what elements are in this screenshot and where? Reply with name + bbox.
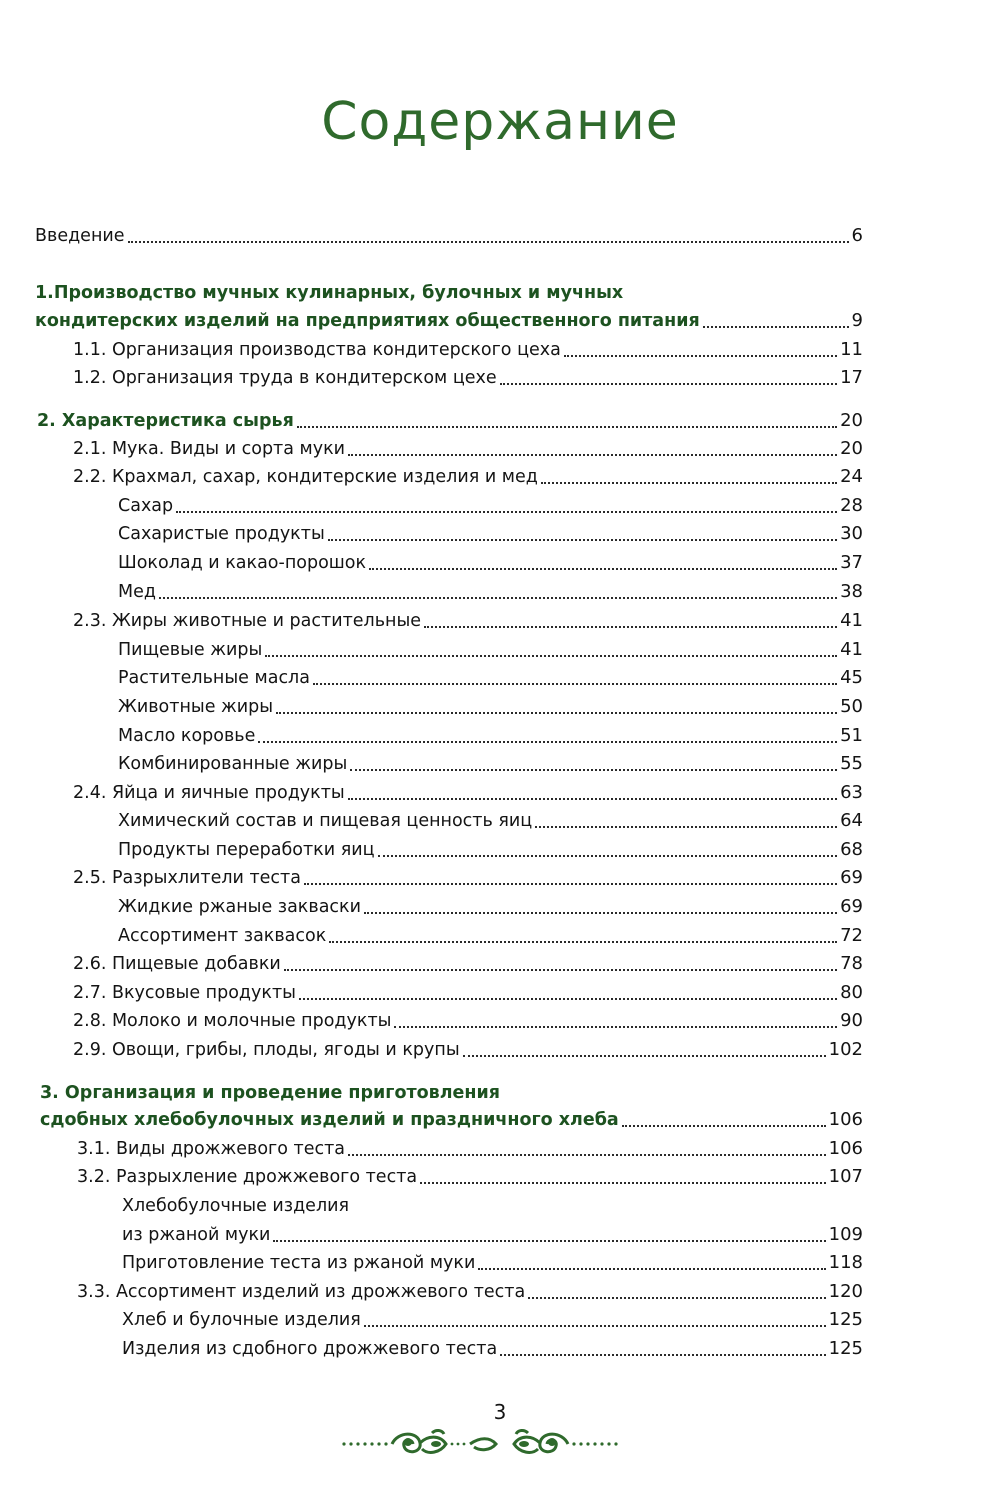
toc-entry-page: 24	[840, 466, 863, 487]
toc-entry-page: 55	[840, 753, 863, 774]
toc-entry-page: 37	[840, 552, 863, 573]
toc-entry-2-4[interactable]	[73, 781, 863, 805]
toc-entry-sugar-products[interactable]	[118, 522, 863, 546]
toc-entry-page: 20	[840, 410, 863, 431]
floral-ornament-icon	[340, 1427, 660, 1467]
toc-entry-3-3[interactable]	[77, 1280, 863, 1304]
dot-leader	[299, 998, 837, 1000]
toc-entry-page: 51	[840, 725, 863, 746]
toc-entry-page: 106	[828, 1109, 863, 1130]
section-heading-label: 2. Характеристика сырья	[37, 411, 294, 431]
toc-entry-label: Введение	[35, 226, 125, 246]
toc-entry-2-2[interactable]	[73, 465, 863, 489]
dot-leader	[500, 383, 837, 385]
toc-entry-bakery-rye[interactable]	[122, 1223, 863, 1247]
toc-entry-honey[interactable]	[118, 580, 863, 604]
dot-leader	[350, 769, 837, 771]
toc-entry-page: 45	[840, 667, 863, 688]
toc-entry-2-8[interactable]	[73, 1009, 863, 1033]
dot-leader	[273, 1240, 825, 1242]
toc-entry-label: Химический состав и пищевая ценность яиц	[118, 811, 533, 831]
toc-entry-label: 2.5. Разрыхлители теста	[73, 868, 301, 888]
toc-entry-label: 3.1. Виды дрожжевого теста	[77, 1139, 346, 1159]
dot-leader	[348, 454, 837, 456]
dot-leader	[622, 1125, 826, 1127]
dot-leader	[424, 626, 837, 628]
toc-entry-label: 2.3. Жиры животные и растительные	[73, 611, 422, 631]
dot-leader	[420, 1182, 826, 1184]
toc-entry-2-7[interactable]	[73, 981, 863, 1005]
dot-leader	[364, 1325, 826, 1327]
toc-entry-label: 2.7. Вкусовые продукты	[73, 983, 296, 1003]
dot-leader	[265, 655, 837, 657]
toc-entry-3-1[interactable]	[77, 1137, 863, 1161]
toc-entry-label: Хлеб и булочные изделия	[122, 1310, 361, 1330]
toc-entry-egg-products[interactable]	[118, 838, 863, 862]
toc-entry-page: 63	[840, 782, 863, 803]
toc-entry-label: 3.2. Разрыхление дрожжевого теста	[77, 1167, 418, 1187]
toc-entry-label: 3.3. Ассортимент изделий из дрожжевого теста	[77, 1282, 526, 1302]
dot-leader	[564, 355, 837, 357]
toc-entry-1-2[interactable]	[73, 366, 863, 390]
dot-leader	[176, 511, 837, 513]
toc-entry-label: 2.9. Овощи, грибы, плоды, ягоды и крупы	[73, 1040, 460, 1060]
toc-entry-page: 41	[840, 639, 863, 660]
toc-entry-label: Пищевые жиры	[118, 640, 263, 660]
toc-entry-2-3[interactable]	[73, 609, 863, 633]
dot-leader	[478, 1268, 825, 1270]
toc-entry-2-6[interactable]	[73, 952, 863, 976]
dot-leader	[276, 712, 837, 714]
toc-entry-label: Продукты переработки яиц	[118, 840, 375, 860]
toc-entry-2-9[interactable]	[73, 1038, 863, 1062]
toc-entry-page: 109	[828, 1224, 863, 1245]
dot-leader	[535, 826, 837, 828]
toc-entry-label: Жидкие ржаные закваски	[118, 897, 361, 917]
toc-entry-bread[interactable]	[122, 1308, 863, 1332]
toc-entry-label: Сахаристые продукты	[118, 524, 325, 544]
dot-leader	[394, 1026, 837, 1028]
toc-entry-page: 120	[828, 1281, 863, 1302]
dot-leader	[159, 597, 837, 599]
section-2-heading[interactable]	[37, 409, 863, 433]
toc-entry-page: 50	[840, 696, 863, 717]
toc-entry-bakery-line1[interactable]	[122, 1194, 349, 1218]
toc-entry-butter[interactable]	[118, 724, 863, 748]
toc-entry-page: 6	[851, 225, 863, 246]
toc-entry-vegetable-oils[interactable]	[118, 666, 863, 690]
dot-leader	[528, 1297, 825, 1299]
toc-entry-starter-assortment[interactable]	[118, 924, 863, 948]
dot-leader	[128, 241, 849, 243]
toc-entry-page: 68	[840, 839, 863, 860]
toc-entry-label: 1.2. Организация труда в кондитерском цехе	[73, 368, 497, 388]
dot-leader	[348, 1154, 826, 1156]
toc-entry-2-1[interactable]	[73, 437, 863, 461]
toc-entry-page: 107	[828, 1166, 863, 1187]
toc-entry-egg-composition[interactable]	[118, 809, 863, 833]
section-3-heading-line1[interactable]: 3. Организация и проведение приготовления	[40, 1083, 500, 1103]
toc-entry-label: 2.8. Молоко и молочные продукты	[73, 1011, 392, 1031]
dot-leader	[284, 969, 837, 971]
toc-entry-intro[interactable]	[35, 224, 863, 248]
dot-leader	[258, 741, 837, 743]
toc-entry-label: Растительные масла	[118, 668, 310, 688]
toc-entry-page: 30	[840, 523, 863, 544]
toc-entry-page: 28	[840, 495, 863, 516]
toc-entry-label: из ржаной муки	[122, 1225, 271, 1245]
toc-entry-1-1[interactable]	[73, 338, 863, 362]
toc-entry-label: Приготовление теста из ржаной муки	[122, 1253, 476, 1273]
section-heading-label: сдобных хлебобулочных изделий и праздничного хлеба	[40, 1110, 619, 1130]
dot-leader	[304, 883, 837, 885]
toc-entry-page: 9	[851, 310, 863, 331]
dot-leader	[369, 568, 837, 570]
toc-entry-sugar[interactable]	[118, 494, 863, 518]
toc-entry-label: Сахар	[118, 496, 174, 516]
toc-entry-page: 20	[840, 438, 863, 459]
toc-entry-label: Изделия из сдобного дрожжевого теста	[122, 1339, 498, 1359]
toc-entry-page: 69	[840, 896, 863, 917]
section-3-heading-line2[interactable]	[40, 1108, 863, 1132]
toc-entry-label: Хлебобулочные изделия	[122, 1196, 350, 1216]
dot-leader	[463, 1055, 826, 1057]
toc-entry-label: 2.4. Яйца и яичные продукты	[73, 783, 345, 803]
dot-leader	[297, 426, 837, 428]
toc-entry-page: 102	[828, 1039, 863, 1060]
toc-entry-page: 125	[828, 1309, 863, 1330]
toc-entry-combined-fats[interactable]	[118, 752, 863, 776]
toc-entry-page: 11	[840, 339, 863, 360]
dot-leader	[541, 482, 837, 484]
toc-entry-rich-dough[interactable]	[122, 1337, 863, 1361]
toc-entry-label: Комбинированные жиры	[118, 754, 348, 774]
toc-entry-page: 69	[840, 867, 863, 888]
toc-entry-page: 38	[840, 581, 863, 602]
toc-entry-page: 90	[840, 1010, 863, 1031]
toc-entry-rye-starters[interactable]	[118, 895, 863, 919]
toc-entry-label: 2.1. Мука. Виды и сорта муки	[73, 439, 346, 459]
toc-entry-label: Мед	[118, 582, 156, 602]
toc-entry-page: 17	[840, 367, 863, 388]
toc-entry-page: 106	[828, 1138, 863, 1159]
toc-entry-chocolate[interactable]	[118, 551, 863, 575]
toc-entry-rye-dough[interactable]	[122, 1251, 863, 1275]
toc-entry-label: 2.2. Крахмал, сахар, кондитерские изделия и мед	[73, 467, 538, 487]
toc-entry-food-fats[interactable]	[118, 638, 863, 662]
page-number: 3	[493, 1400, 507, 1424]
toc-entry-page: 78	[840, 953, 863, 974]
dot-leader	[364, 912, 837, 914]
toc-entry-label: Масло коровье	[118, 726, 256, 746]
section-1-heading-line1[interactable]: 1.Производство мучных кулинарных, булочных и мучных	[35, 283, 624, 303]
toc-entry-2-5[interactable]	[73, 866, 863, 890]
toc-entry-page: 80	[840, 982, 863, 1003]
dot-leader	[328, 539, 837, 541]
toc-entry-page: 64	[840, 810, 863, 831]
section-1-heading-line2[interactable]	[35, 309, 863, 333]
toc-entry-label: Шоколад и какао-порошок	[118, 553, 367, 573]
toc-entry-3-2[interactable]	[77, 1165, 863, 1189]
dot-leader	[313, 683, 837, 685]
dot-leader	[348, 798, 837, 800]
toc-entry-page: 72	[840, 925, 863, 946]
dot-leader	[703, 326, 849, 328]
toc-entry-label: 2.6. Пищевые добавки	[73, 954, 281, 974]
toc-entry-page: 41	[840, 610, 863, 631]
toc-entry-label: Животные жиры	[118, 697, 274, 717]
dot-leader	[378, 855, 838, 857]
section-heading-label: кондитерских изделий на предприятиях общественного питания	[35, 311, 700, 331]
toc-entry-label: 1.1. Организация производства кондитерского цеха	[73, 340, 561, 360]
toc-entry-label: Ассортимент заквасок	[118, 926, 327, 946]
toc-entry-animal-fats[interactable]	[118, 695, 863, 719]
toc-entry-page: 125	[828, 1338, 863, 1359]
dot-leader	[500, 1354, 825, 1356]
dot-leader	[329, 941, 837, 943]
toc-title: Содержание	[321, 92, 679, 152]
toc-entry-page: 118	[828, 1252, 863, 1273]
